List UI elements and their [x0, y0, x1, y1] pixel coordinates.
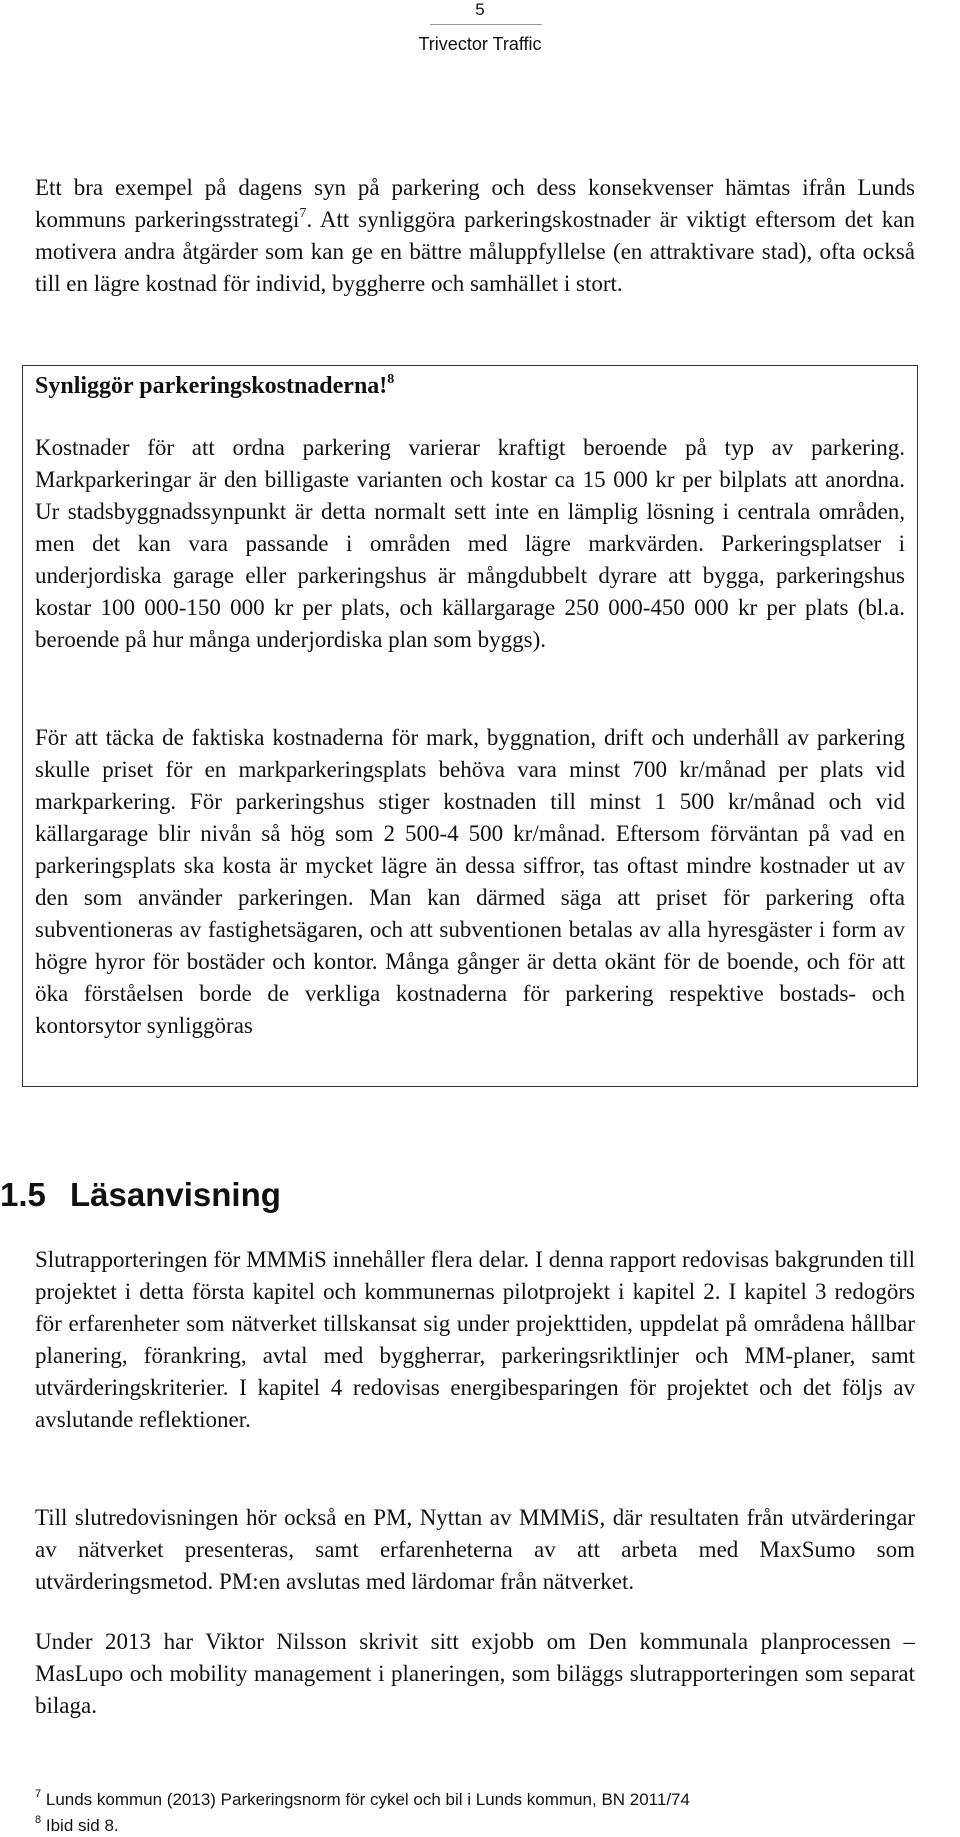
footnote-7	[35, 1789, 690, 1811]
box-heading-text: Synliggör parkeringskostnaderna!	[35, 373, 388, 399]
footnote-ref-8[interactable]: 8	[387, 372, 395, 387]
footnote-7-text: Lunds kommun (2013) Parkeringsnorm för cykel och bil i Lunds kommun, BN 2011/74	[45, 1790, 690, 1809]
section-title: Läsanvisning	[70, 1176, 281, 1213]
section-paragraph-2: Till slutredovisningen hör också en PM, Nyttan av MMMiS, där resultaten från utvärderingar av nätverket presenteras, samt erfarenheterna av att arbeta med MaxSumo som utvärderingsmetod. PM:en avslutas med lärdomar från nätverket.	[35, 1505, 915, 1594]
box-paragraph-1: Kostnader för att ordna parkering varierar kraftigt beroende på typ av parkering. Markparkeringar är den billigaste varianten och kostar ca 15 000 kr per bilplats att anordna. Ur stadsbyggnadssynpunkt är detta normalt sett inte en lämplig lösning i centrala områden, men det kan vara passande i områden med lägre markvärden. Parkeringsplatser i underjordiska garage eller parkeringshus är mångdubbelt dyrare att bygga, parkeringshus kostar 100 000-150 000 kr per plats, och källargarage 250 000-450 000 kr per plats (bl.a. beroende på hur många underjordiska plan som byggs).	[35, 435, 905, 652]
footnote-ref-7[interactable]: 7	[299, 206, 307, 222]
intro-text-after: . Att synliggöra parkeringskostnader är viktigt eftersom det kan motivera andra åtgärder som kan ge en bättre måluppfyllelse (en attraktivare stad), ofta också till en lägre kostnad för individ, byggherre och samhället i stort.	[35, 207, 915, 296]
section-heading	[0, 1175, 281, 1215]
intro-paragraph	[35, 172, 915, 300]
footnote-8	[35, 1815, 119, 1837]
section-paragraph-1: Slutrapporteringen för MMMiS innehåller flera delar. I denna rapport redovisas bakgrunden till projektet i detta första kapitel och kommunernas pilotprojekt i kapitel 2. I kapitel 3 redogörs för erfarenheter som nätverket tillskansat sig under projekttiden, uppdelat på områdena hållbar planering, förankring, avtal med byggherrar, parkeringsriktlinjer och MM-planer, samt utvärderingskriterier. I kapitel 4 redovisas energibesparingen för projektet och det följs av avslutande reflektioner.	[35, 1247, 915, 1432]
footnote-7-number: 7	[35, 1788, 42, 1801]
section-paragraph-3: Under 2013 har Viktor Nilsson skrivit sitt exjobb om Den kommunala planprocessen – MasLupo och mobility management i planeringen, som biläggs slutrapporteringen som separat bilaga.	[35, 1629, 915, 1718]
footnote-8-text: Ibid sid 8.	[45, 1816, 119, 1835]
section-number: 1.5	[0, 1176, 46, 1213]
box-paragraph-2: För att täcka de faktiska kostnaderna för mark, byggnation, drift och underhåll av parkering skulle priset för en markparkeringsplats behöva vara minst 700 kr/månad per plats vid markparkering. För parkeringshus stiger kostnaden till minst 1 500 kr/månad och vid källargarage blir nivån så hög som 2 500-4 500 kr/månad. Eftersom förväntan på vad en parkeringsplats ska kosta är mycket lägre än dessa siffror, tas oftast mindre kostnader ut av den som använder parkeringen. Man kan därmed säga att priset för parkering ofta subventioneras av fastighetsägaren, och att subventionen betalas av alla hyresgäster i form av högre hyror för bostäder och kontor. Många gånger är detta okänt för de boende, och för att öka förståelsen borde de verkliga kostnaderna för parkering respektive bostads- och kontorsytor synliggöras	[35, 725, 905, 1038]
header-company: Trivector Traffic	[418, 34, 542, 54]
intro-text-before: Ett bra exempel på dagens syn på parkering och dess konsekvenser hämtas ifrån Lunds kommuns parkeringsstrategi	[35, 175, 915, 232]
box-heading	[35, 370, 394, 402]
footnote-8-number: 8	[35, 1814, 42, 1827]
page-number: 5	[475, 0, 485, 19]
header-divider	[430, 24, 542, 25]
